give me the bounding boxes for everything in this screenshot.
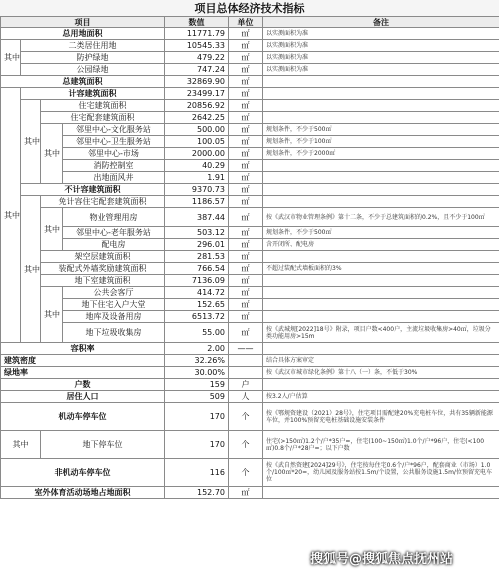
table-row: 出地面风井 1.91 ㎡ <box>1 172 499 184</box>
group-label: 其中 <box>21 100 41 184</box>
table-row: 住宅配套建筑面积 2642.25 ㎡ <box>1 112 499 124</box>
table-row: 地下室建筑面积 7136.09 ㎡ <box>1 275 499 287</box>
group-label: 其中 <box>41 208 63 251</box>
indicator-table <box>0 16 499 499</box>
table-row: 配电房 296.01 ㎡ 含开闭所、配电房 <box>1 239 499 251</box>
table-row: 非机动车停车位 116 个 按《武自然资建[2024]29号》，住宅按每住宅0.6个/户*96户，配套商业（市场）1.0个/100㎡*20=，幼儿园及服务站按1.5m/个设置，公共服务设施1.5m/位预留充电车位 <box>1 459 499 487</box>
group-label: 其中 <box>41 287 63 343</box>
table-row: 建筑密度 32.26% 结合具体方案审定 <box>1 355 499 367</box>
table-row: 居住人口 509 人 按3.2人/户估算 <box>1 391 499 403</box>
table-row: 公园绿地 747.24 ㎡ 以实测面积为准 <box>1 64 499 76</box>
table-row: 其中 物业管理用房 387.44 ㎡ 按《武汉市物业管理条例》第十二条，不少于总建筑面积的0.2%，且不少于100㎡ <box>1 208 499 227</box>
table-row: 架空层建筑面积 281.53 ㎡ <box>1 251 499 263</box>
table-row: 室外体育活动场地占地面积 152.70 ㎡ <box>1 487 499 499</box>
header-item: 项目 <box>1 17 165 28</box>
table-row: 邻里中心-卫生服务站 100.05 ㎡ 规划条件，不少于100㎡ <box>1 136 499 148</box>
table-row: 其中 计容建筑面积 23499.17 ㎡ <box>1 88 499 100</box>
table-title: 项目总体经济技术指标 <box>0 0 499 17</box>
group-label: 其中 <box>21 196 41 343</box>
group-label: 其中 <box>1 40 21 76</box>
table-row: 邻里中心-老年服务站 503.12 ㎡ 规划条件，不少于500㎡ <box>1 227 499 239</box>
table-row: 其中 二类居住用地 10545.33 ㎡ 以实测面积为准 <box>1 40 499 52</box>
header-value: 数值 <box>165 17 229 28</box>
table-row: 其中 免计容住宅配套建筑面积 1186.57 ㎡ <box>1 196 499 208</box>
table-row: 容积率 2.00 —— <box>1 343 499 355</box>
group-label: 其中 <box>41 124 63 184</box>
group-label: 其中 <box>1 88 21 343</box>
table-row: 地下住宅入户大堂 152.65 ㎡ <box>1 299 499 311</box>
group-label: 其中 <box>1 431 41 459</box>
table-row: 绿地率 30.00% 按《武汉市城市绿化条例》第十八（一）条，不低于30% <box>1 367 499 379</box>
table-row: 总用地面积 11771.79 ㎡ 以实测面积为准 <box>1 28 499 40</box>
table-row: 地库及设备用房 6513.72 ㎡ <box>1 311 499 323</box>
table-row: 装配式外墙奖励建筑面积 766.54 ㎡ 不超过装配式墙板面积的3% <box>1 263 499 275</box>
table-row: 地下垃圾收集房 55.00 ㎡ 按《武城规[2022]18号》附录，项目户数<400户，主流垃圾收集房>40㎡，垃圾分类功能用房>15m <box>1 323 499 343</box>
table-row: 邻里中心-市场 2000.00 ㎡ 规划条件，不少于2000㎡ <box>1 148 499 160</box>
watermark: 搜狐号@搜狐焦点抚州站 <box>310 552 454 567</box>
table-row: 不计容建筑面积 9370.73 ㎡ <box>1 184 499 196</box>
table-row: 总建筑面积 32869.90 ㎡ <box>1 76 499 88</box>
table-row: 机动车停车位 170 个 按《鄂规资建设（2021）28号》，住宅项目需配建20%充电桩车位，共有35辆新能源车位，并100%预留充电桩基础设施安装条件 <box>1 403 499 431</box>
header-unit: 单位 <box>229 17 263 28</box>
table-row: 防护绿地 479.22 ㎡ 以实测面积为准 <box>1 52 499 64</box>
header-note: 备注 <box>263 17 499 28</box>
table-row: 消防控制室 40.29 ㎡ <box>1 160 499 172</box>
table-row: 其中 公共会客厅 414.72 ㎡ <box>1 287 499 299</box>
table-row: 其中 地下停车位 170 个 住宅(>150㎡)1.2个/户*35户=，住宅(100~150㎡)1.0个/户*96户，住宅(<100㎡)0.8个/户*28户=；以下户数 <box>1 431 499 459</box>
table-row: 其中 住宅建筑面积 20856.92 ㎡ <box>1 100 499 112</box>
header-row <box>1 17 499 28</box>
table-row: 户数 159 户 <box>1 379 499 391</box>
table-row: 其中 邻里中心-文化服务站 500.00 ㎡ 规划条件，不少于500㎡ <box>1 124 499 136</box>
